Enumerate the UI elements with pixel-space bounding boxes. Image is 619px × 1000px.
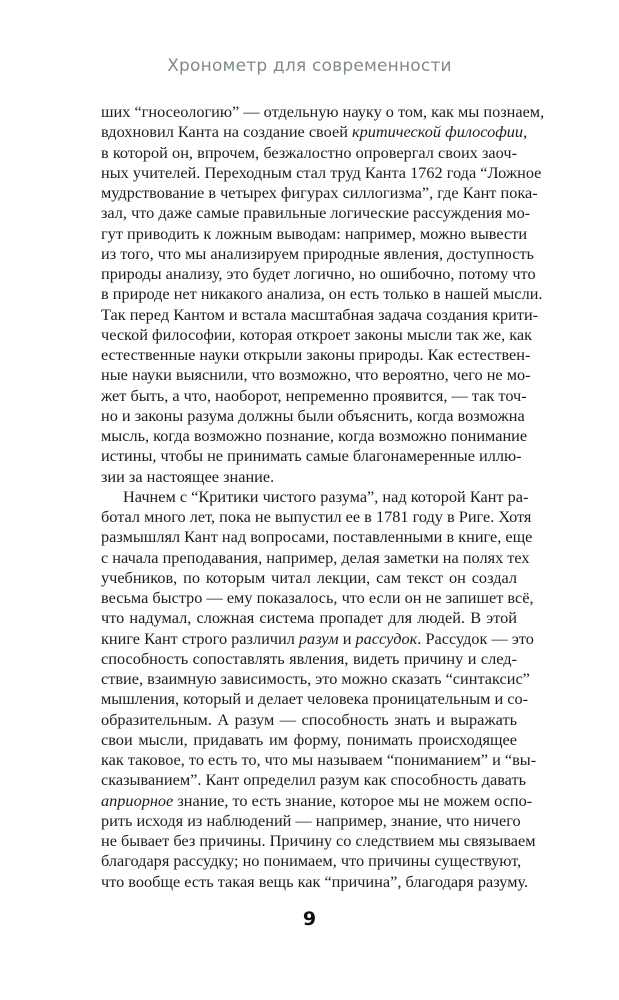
text-segment: знание, то есть знание, которое мы не можем оспо- bbox=[173, 790, 533, 810]
text-segment: весьма быстро — ему показалось, что если он не запишет всё, bbox=[101, 588, 534, 607]
text-line bbox=[101, 689, 529, 709]
text-segment: . Рассудок — это bbox=[417, 628, 534, 648]
text-segment: , bbox=[523, 122, 528, 142]
text-segment: гут приводить к ложным выводам: например, можно вывести bbox=[101, 223, 528, 243]
text-line bbox=[101, 122, 528, 142]
italic-text: рассудок bbox=[355, 628, 418, 648]
text-line bbox=[101, 486, 529, 507]
text-line bbox=[101, 790, 533, 811]
italic-text: критической философии bbox=[351, 122, 524, 142]
text-segment: мудрствование в четырех фигурах силлогизма”, где Кант пока- bbox=[101, 183, 538, 202]
text-segment: мышления, который и делает человека проницательным и со- bbox=[101, 689, 529, 709]
text-line bbox=[101, 770, 527, 790]
text-segment: и bbox=[338, 628, 356, 648]
text-segment: зии за настоящее знание. bbox=[101, 466, 275, 486]
text-line bbox=[101, 203, 531, 223]
text-segment: Так перед Кантом и встала масштабная задача создания крити- bbox=[101, 304, 539, 324]
text-line bbox=[101, 750, 537, 770]
text-line bbox=[101, 810, 521, 831]
text-segment: мысль, когда возможно познание, когда возможно понимание bbox=[101, 426, 528, 445]
text-segment: ботал много лет, пока не выпустил ее в 1781 году в Риге. Хотя bbox=[101, 507, 532, 526]
text-line bbox=[101, 223, 528, 244]
text-segment: ствие, взаимную зависимость, это можно сказать “синтаксис” bbox=[101, 669, 530, 688]
text-line bbox=[101, 467, 517, 487]
text-segment: в природе нет никакого анализа, он есть только в нашей мысли. bbox=[101, 284, 543, 304]
text-segment: способность сопоставлять явления, видеть причину и след- bbox=[101, 648, 517, 668]
text-line bbox=[101, 405, 525, 426]
text-line bbox=[101, 243, 534, 264]
text-line bbox=[101, 851, 522, 871]
text-line bbox=[101, 365, 531, 385]
text-segment: свои мысли, придавать им форму, понимать происходящее bbox=[101, 729, 517, 749]
text-line bbox=[101, 284, 543, 304]
text-segment: жет быть, а что, наоборот, непременно проявится, — так точ- bbox=[101, 385, 527, 405]
text-segment: из того, что мы анализируем природные явления, доступность bbox=[101, 243, 534, 263]
text-line bbox=[101, 669, 530, 689]
italic-text: разум bbox=[298, 628, 339, 648]
text-segment: не бывает без причины. Причину со следствием мы связываем bbox=[101, 831, 536, 850]
italic-text: априорное bbox=[101, 790, 174, 810]
text-line bbox=[101, 162, 542, 183]
text-segment: рить исходя из наблюдений — например, знание, что ничего bbox=[101, 810, 521, 830]
text-line bbox=[101, 345, 531, 365]
text-segment: образительным. А разум — способность знать и выражать bbox=[101, 709, 517, 729]
text-segment: естественные науки открыли законы природы. Как естествен- bbox=[101, 345, 531, 364]
text-segment: ных учителей. Переходным стал труд Канта 1762 года “Ложное bbox=[101, 162, 542, 182]
text-segment: что вообще есть такая вещь как “причина”, благодаря разуму. bbox=[101, 871, 529, 891]
text-line bbox=[101, 871, 529, 892]
text-segment: размышлял Кант над вопросами, поставленными в книге, еще bbox=[101, 527, 533, 547]
text-segment: книге Кант строго различил bbox=[101, 628, 299, 648]
text-line bbox=[101, 527, 533, 547]
text-line bbox=[101, 102, 545, 122]
text-line bbox=[101, 831, 536, 851]
text-line bbox=[101, 183, 538, 203]
text-segment: ших “гносеологию” — отдельную науку о том, как мы познаем, bbox=[101, 102, 545, 121]
text-line bbox=[101, 649, 517, 669]
text-segment: как таковое, то есть то, что мы называем “пониманием” и “вы- bbox=[101, 750, 537, 769]
text-line bbox=[101, 264, 536, 284]
text-line bbox=[101, 608, 517, 628]
text-segment: учебников, по которым читал лекции, сам текст он создал bbox=[101, 567, 517, 587]
running-head: Хронометр для современности bbox=[167, 56, 452, 76]
body-text bbox=[101, 102, 545, 892]
text-segment: ческой философии, которая откроет законы мысли так же, как bbox=[101, 324, 532, 344]
text-segment: сказыванием”. Кант определил разум как способность давать bbox=[101, 770, 527, 790]
text-line bbox=[101, 304, 539, 325]
text-line bbox=[101, 568, 517, 588]
page-number: 9 bbox=[302, 908, 317, 930]
text-segment: в которой он, впрочем, безжалостно опровергал своих заоч- bbox=[101, 142, 517, 162]
text-segment: истины, чтобы не принимать самые благонамеренные иллю- bbox=[101, 446, 522, 466]
text-segment: но и законы разума должны были объяснить, когда возможна bbox=[101, 405, 525, 425]
text-line bbox=[101, 385, 527, 406]
text-segment: благодаря рассудку; но понимаем, что причины существуют, bbox=[101, 851, 522, 871]
text-segment: природы анализу, это будет логично, но ошибочно, потому что bbox=[101, 264, 536, 283]
text-line bbox=[101, 507, 532, 527]
text-line bbox=[101, 588, 534, 608]
text-line bbox=[101, 628, 534, 649]
text-line bbox=[101, 143, 517, 163]
text-line bbox=[101, 446, 522, 466]
text-segment: ные науки выяснили, что возможно, что вероятно, чего не мо- bbox=[101, 365, 531, 385]
text-segment: вдохновил Канта на создание своей bbox=[101, 122, 352, 142]
text-line bbox=[101, 426, 528, 446]
text-segment: зал, что даже самые правильные логические рассуждения мо- bbox=[101, 203, 531, 223]
text-line bbox=[101, 547, 530, 568]
text-line bbox=[101, 710, 517, 730]
text-segment: с начала преподавания, например, делая заметки на полях тех bbox=[101, 547, 530, 567]
text-line bbox=[101, 730, 517, 750]
text-segment: что надумал, сложная система пропадет для людей. В этой bbox=[101, 608, 517, 628]
text-segment: Начнем с “Критики чистого разума”, над которой Кант ра- bbox=[123, 486, 529, 506]
text-line bbox=[101, 324, 532, 345]
